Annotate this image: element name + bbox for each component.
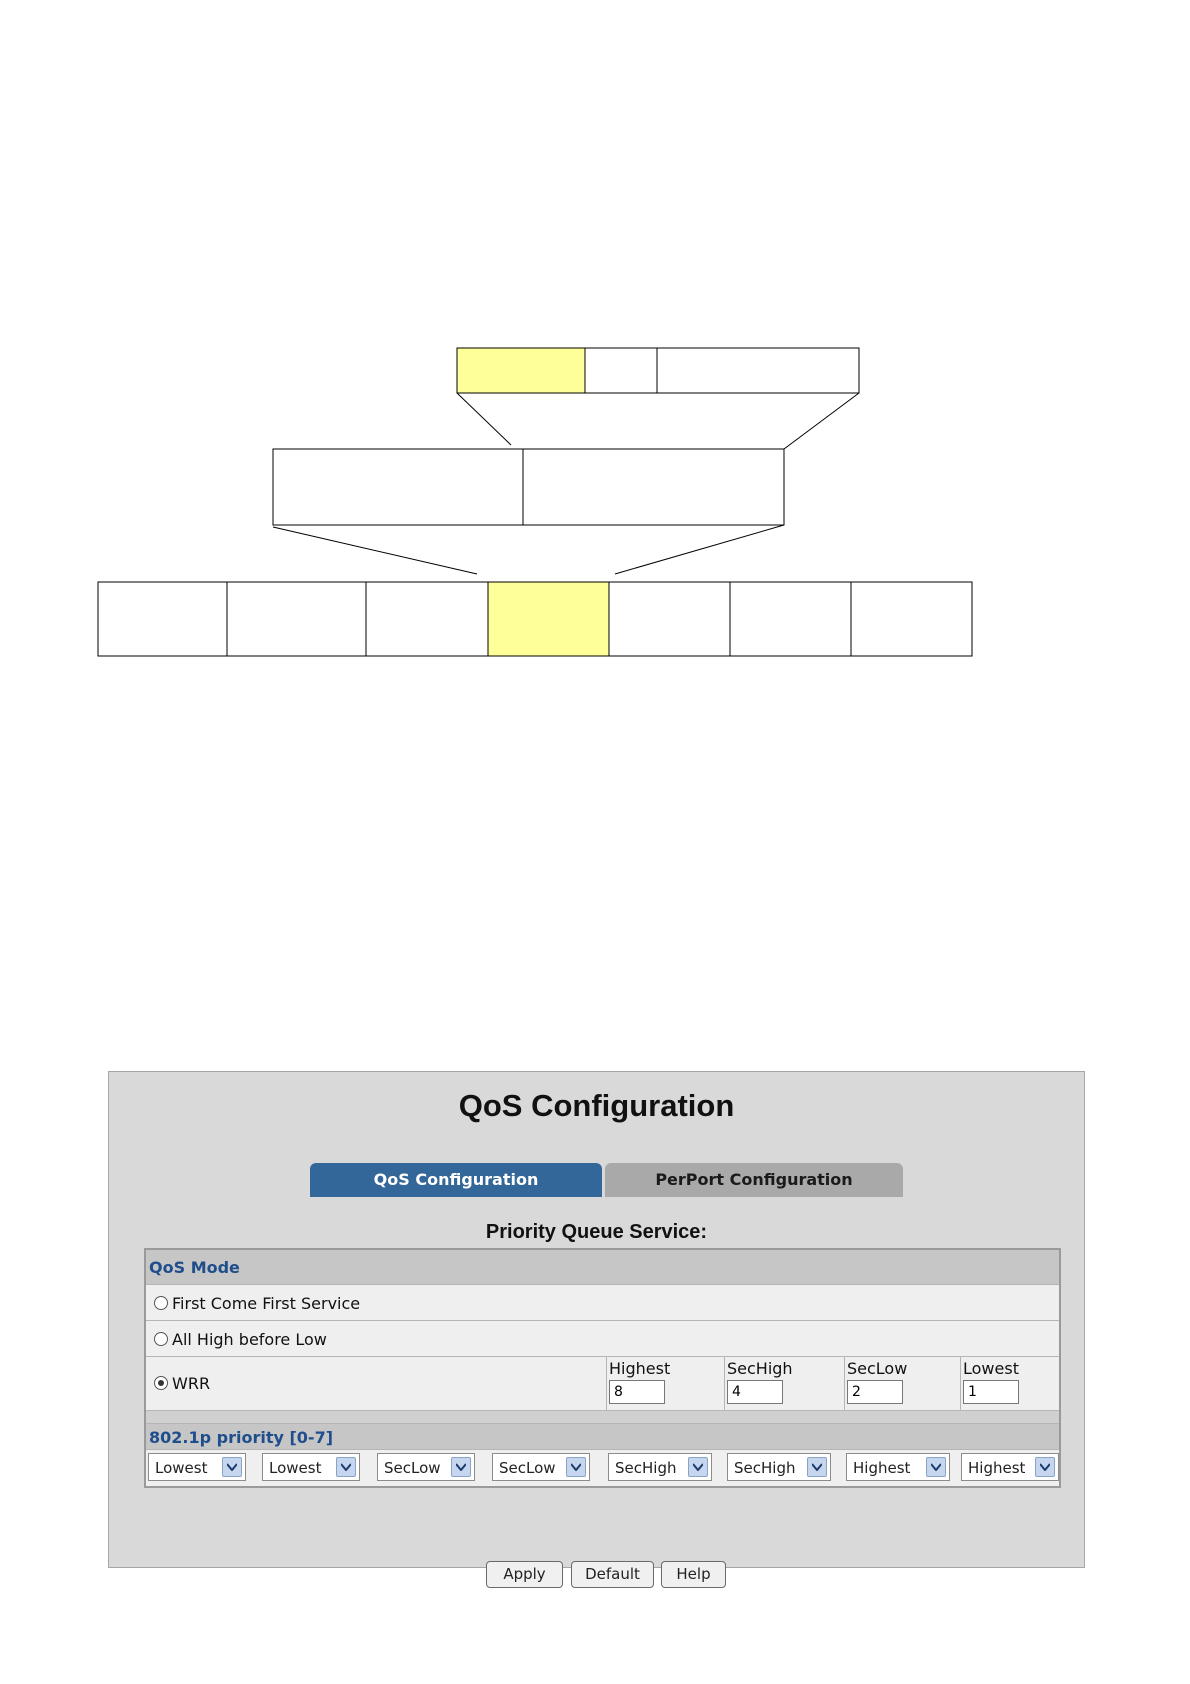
- priority-select-row: [146, 1450, 1059, 1486]
- connector-line: [273, 527, 477, 574]
- weight-label-lowest: Lowest: [963, 1359, 1019, 1378]
- priority-queue-table: [144, 1248, 1061, 1488]
- priority-header: 802.1p priority [0-7]: [149, 1428, 334, 1447]
- weight-cell-sechigh: [724, 1357, 844, 1410]
- priority-select-3[interactable]: [492, 1453, 590, 1481]
- weight-input-sechigh[interactable]: [727, 1380, 783, 1404]
- bottom-field-5: [609, 582, 730, 656]
- priority-select-7[interactable]: [961, 1453, 1059, 1481]
- chevron-down-icon: [222, 1457, 242, 1477]
- middle-field-1: [273, 449, 523, 525]
- bottom-field-2: [227, 582, 366, 656]
- frame-structure-diagram: [0, 0, 1190, 680]
- weight-input-lowest[interactable]: [963, 1380, 1019, 1404]
- chevron-down-icon: [451, 1457, 471, 1477]
- weight-cell-lowest: [960, 1357, 1059, 1410]
- priority-select-value: Lowest: [269, 1459, 322, 1477]
- fcfs-label: First Come First Service: [172, 1294, 361, 1313]
- priority-select-5[interactable]: [727, 1453, 831, 1481]
- qos-mode-header-row: [146, 1250, 1059, 1285]
- apply-button[interactable]: Apply: [486, 1561, 563, 1588]
- priority-header-row: [146, 1424, 1059, 1450]
- priority-select-value: Highest: [853, 1459, 911, 1477]
- weight-input-seclow[interactable]: [847, 1380, 903, 1404]
- qos-mode-header: QoS Mode: [149, 1258, 240, 1277]
- connector-line: [784, 393, 859, 449]
- mode-row-fcfs: [146, 1285, 1059, 1321]
- chevron-down-icon: [336, 1457, 356, 1477]
- top-field-highlighted: [457, 348, 585, 393]
- weight-label-seclow: SecLow: [847, 1359, 908, 1378]
- priority-select-value: SecHigh: [615, 1459, 677, 1477]
- wrr-label: WRR: [172, 1374, 211, 1393]
- priority-select-1[interactable]: [262, 1453, 360, 1481]
- mode-row-wrr: [146, 1357, 1059, 1411]
- wrr-radio[interactable]: [154, 1376, 168, 1390]
- priority-select-value: Lowest: [155, 1459, 208, 1477]
- priority-select-value: Highest: [968, 1459, 1026, 1477]
- mode-row-all-high: [146, 1321, 1059, 1357]
- connector-line: [615, 525, 784, 574]
- tab-qos-configuration[interactable]: QoS Configuration: [310, 1163, 602, 1197]
- all-high-radio[interactable]: [154, 1332, 168, 1346]
- chevron-down-icon: [926, 1457, 946, 1477]
- weight-cell-seclow: [844, 1357, 960, 1410]
- chevron-down-icon: [807, 1457, 827, 1477]
- connector-line: [457, 393, 511, 445]
- help-button[interactable]: Help: [661, 1561, 726, 1588]
- weight-label-sechigh: SecHigh: [727, 1359, 793, 1378]
- chevron-down-icon: [566, 1457, 586, 1477]
- weight-label-highest: Highest: [609, 1359, 671, 1378]
- priority-select-value: SecHigh: [734, 1459, 796, 1477]
- fcfs-radio[interactable]: [154, 1296, 168, 1310]
- priority-select-2[interactable]: [377, 1453, 475, 1481]
- bottom-field-6: [730, 582, 851, 656]
- divider-band: [146, 1411, 1059, 1424]
- priority-select-value: SecLow: [384, 1459, 441, 1477]
- weight-input-highest[interactable]: [609, 1380, 665, 1404]
- page-title: QoS Configuration: [458, 1088, 735, 1123]
- chevron-down-icon: [1035, 1457, 1055, 1477]
- bottom-field-1: [98, 582, 227, 656]
- all-high-label: All High before Low: [172, 1330, 327, 1349]
- bottom-field-7: [851, 582, 972, 656]
- bottom-field-3: [366, 582, 488, 656]
- priority-select-4[interactable]: [608, 1453, 712, 1481]
- section-title: Priority Queue Service:: [485, 1221, 708, 1243]
- top-field-2: [585, 348, 657, 393]
- priority-select-0[interactable]: [148, 1453, 246, 1481]
- weight-cell-highest: [606, 1357, 724, 1410]
- priority-select-6[interactable]: [846, 1453, 950, 1481]
- priority-select-value: SecLow: [499, 1459, 556, 1477]
- tab-perport-configuration[interactable]: PerPort Configuration: [605, 1163, 903, 1197]
- chevron-down-icon: [688, 1457, 708, 1477]
- qos-configuration-panel: [108, 1071, 1085, 1583]
- top-field-3: [657, 348, 859, 393]
- default-button[interactable]: Default: [571, 1561, 654, 1588]
- middle-field-2: [523, 449, 784, 525]
- bottom-field-highlighted: [488, 582, 609, 656]
